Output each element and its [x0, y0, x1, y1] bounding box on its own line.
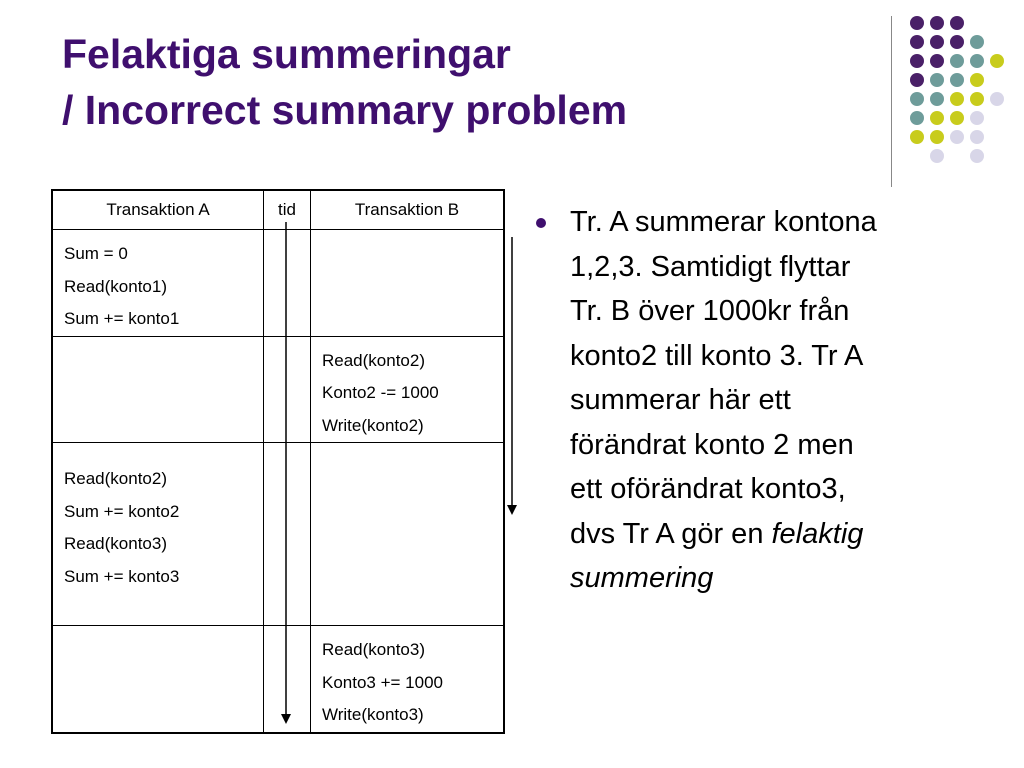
slide-title-line-2: / Incorrect summary problem: [62, 87, 628, 133]
op-line: Read(konto1): [64, 276, 168, 296]
decor-dot: [950, 73, 964, 87]
op-line: Sum = 0: [64, 244, 128, 263]
cell-b: [311, 443, 505, 626]
bullet-line-plain: dvs Tr A gör en: [570, 517, 772, 550]
op-line: Sum += konto1: [64, 309, 180, 328]
bullet-line: ett oförändrat konto3,: [570, 473, 846, 505]
op-line: Sum += konto3: [64, 566, 180, 586]
bullet-line: 1,2,3. Samtidigt flyttar: [570, 250, 851, 283]
op-line: Sum += konto2: [64, 501, 180, 521]
cell-b: [311, 230, 505, 337]
cell-a: [52, 336, 264, 443]
decor-dot: [930, 73, 944, 87]
bullet-emphasis: summering: [570, 562, 714, 594]
bullet-emphasis: felaktig: [771, 517, 864, 550]
decor-dot: [990, 92, 1004, 106]
decor-dot: [910, 73, 924, 87]
cell-a: [52, 626, 264, 733]
op-line: Write(konto2): [322, 415, 424, 435]
bullet-line: [570, 512, 974, 557]
decor-dot: [950, 130, 964, 144]
op-line: Read(konto2): [322, 350, 426, 370]
decor-dot: [930, 16, 944, 30]
decor-dot: [910, 92, 924, 106]
decor-dot: [970, 73, 984, 87]
decor-dot: [910, 35, 924, 49]
decor-dot: [930, 149, 944, 163]
decor-dot: [910, 16, 924, 30]
bullet-text: [570, 200, 974, 601]
bullet-line: konto2 till konto 3. Tr A: [570, 339, 864, 372]
decor-dot: [970, 35, 984, 49]
decor-dot: [930, 92, 944, 106]
header-transaction-b: Transaktion B: [311, 190, 505, 230]
decor-dot: [950, 35, 964, 49]
decor-dot: [950, 92, 964, 106]
slide-title-line-1: Felaktiga summeringar: [62, 31, 511, 77]
decor-dot: [990, 54, 1004, 68]
decor-dot: [950, 111, 964, 125]
cell-a: [52, 443, 264, 626]
decor-dot: [970, 130, 984, 144]
decor-dot: [950, 54, 964, 68]
op-line: Write(konto3): [322, 705, 424, 724]
decor-dot: [910, 111, 924, 125]
side-time-arrow-icon: [504, 237, 520, 515]
cell-b: [311, 626, 505, 733]
decor-dot: [950, 16, 964, 30]
op-line: Read(konto3): [322, 640, 426, 659]
decor-dot: [930, 111, 944, 125]
bullet-line: [570, 556, 974, 601]
bullet-dot-icon: [536, 218, 546, 228]
time-arrow-icon: [278, 222, 294, 724]
header-tid: tid: [264, 190, 311, 230]
bullet-line: summerar här ett: [570, 384, 791, 416]
bullet-item: [534, 200, 974, 601]
decor-dot: [930, 54, 944, 68]
decor-dot: [970, 111, 984, 125]
decor-dot: [910, 130, 924, 144]
op-line: Read(konto3): [64, 534, 168, 553]
cell-a: [52, 230, 264, 337]
decor-dot: [930, 130, 944, 144]
decor-dot: [970, 54, 984, 68]
cell-b: [311, 336, 505, 443]
op-line: Konto2 -= 1000: [322, 383, 439, 402]
op-line: Konto3 += 1000: [322, 672, 444, 692]
bullet-line: Tr. A summerar kontona: [570, 206, 877, 238]
bullet-line: Tr. B över 1000kr från: [570, 295, 850, 327]
decor-dot: [930, 35, 944, 49]
slide-title: [62, 26, 627, 138]
decor-divider: [891, 16, 892, 187]
op-line: Read(konto2): [64, 469, 168, 488]
bullet-line: förändrat konto 2 men: [570, 428, 854, 461]
header-transaction-a: Transaktion A: [52, 190, 264, 230]
decor-dot: [970, 92, 984, 106]
decor-dot: [970, 149, 984, 163]
decor-dot: [910, 54, 924, 68]
